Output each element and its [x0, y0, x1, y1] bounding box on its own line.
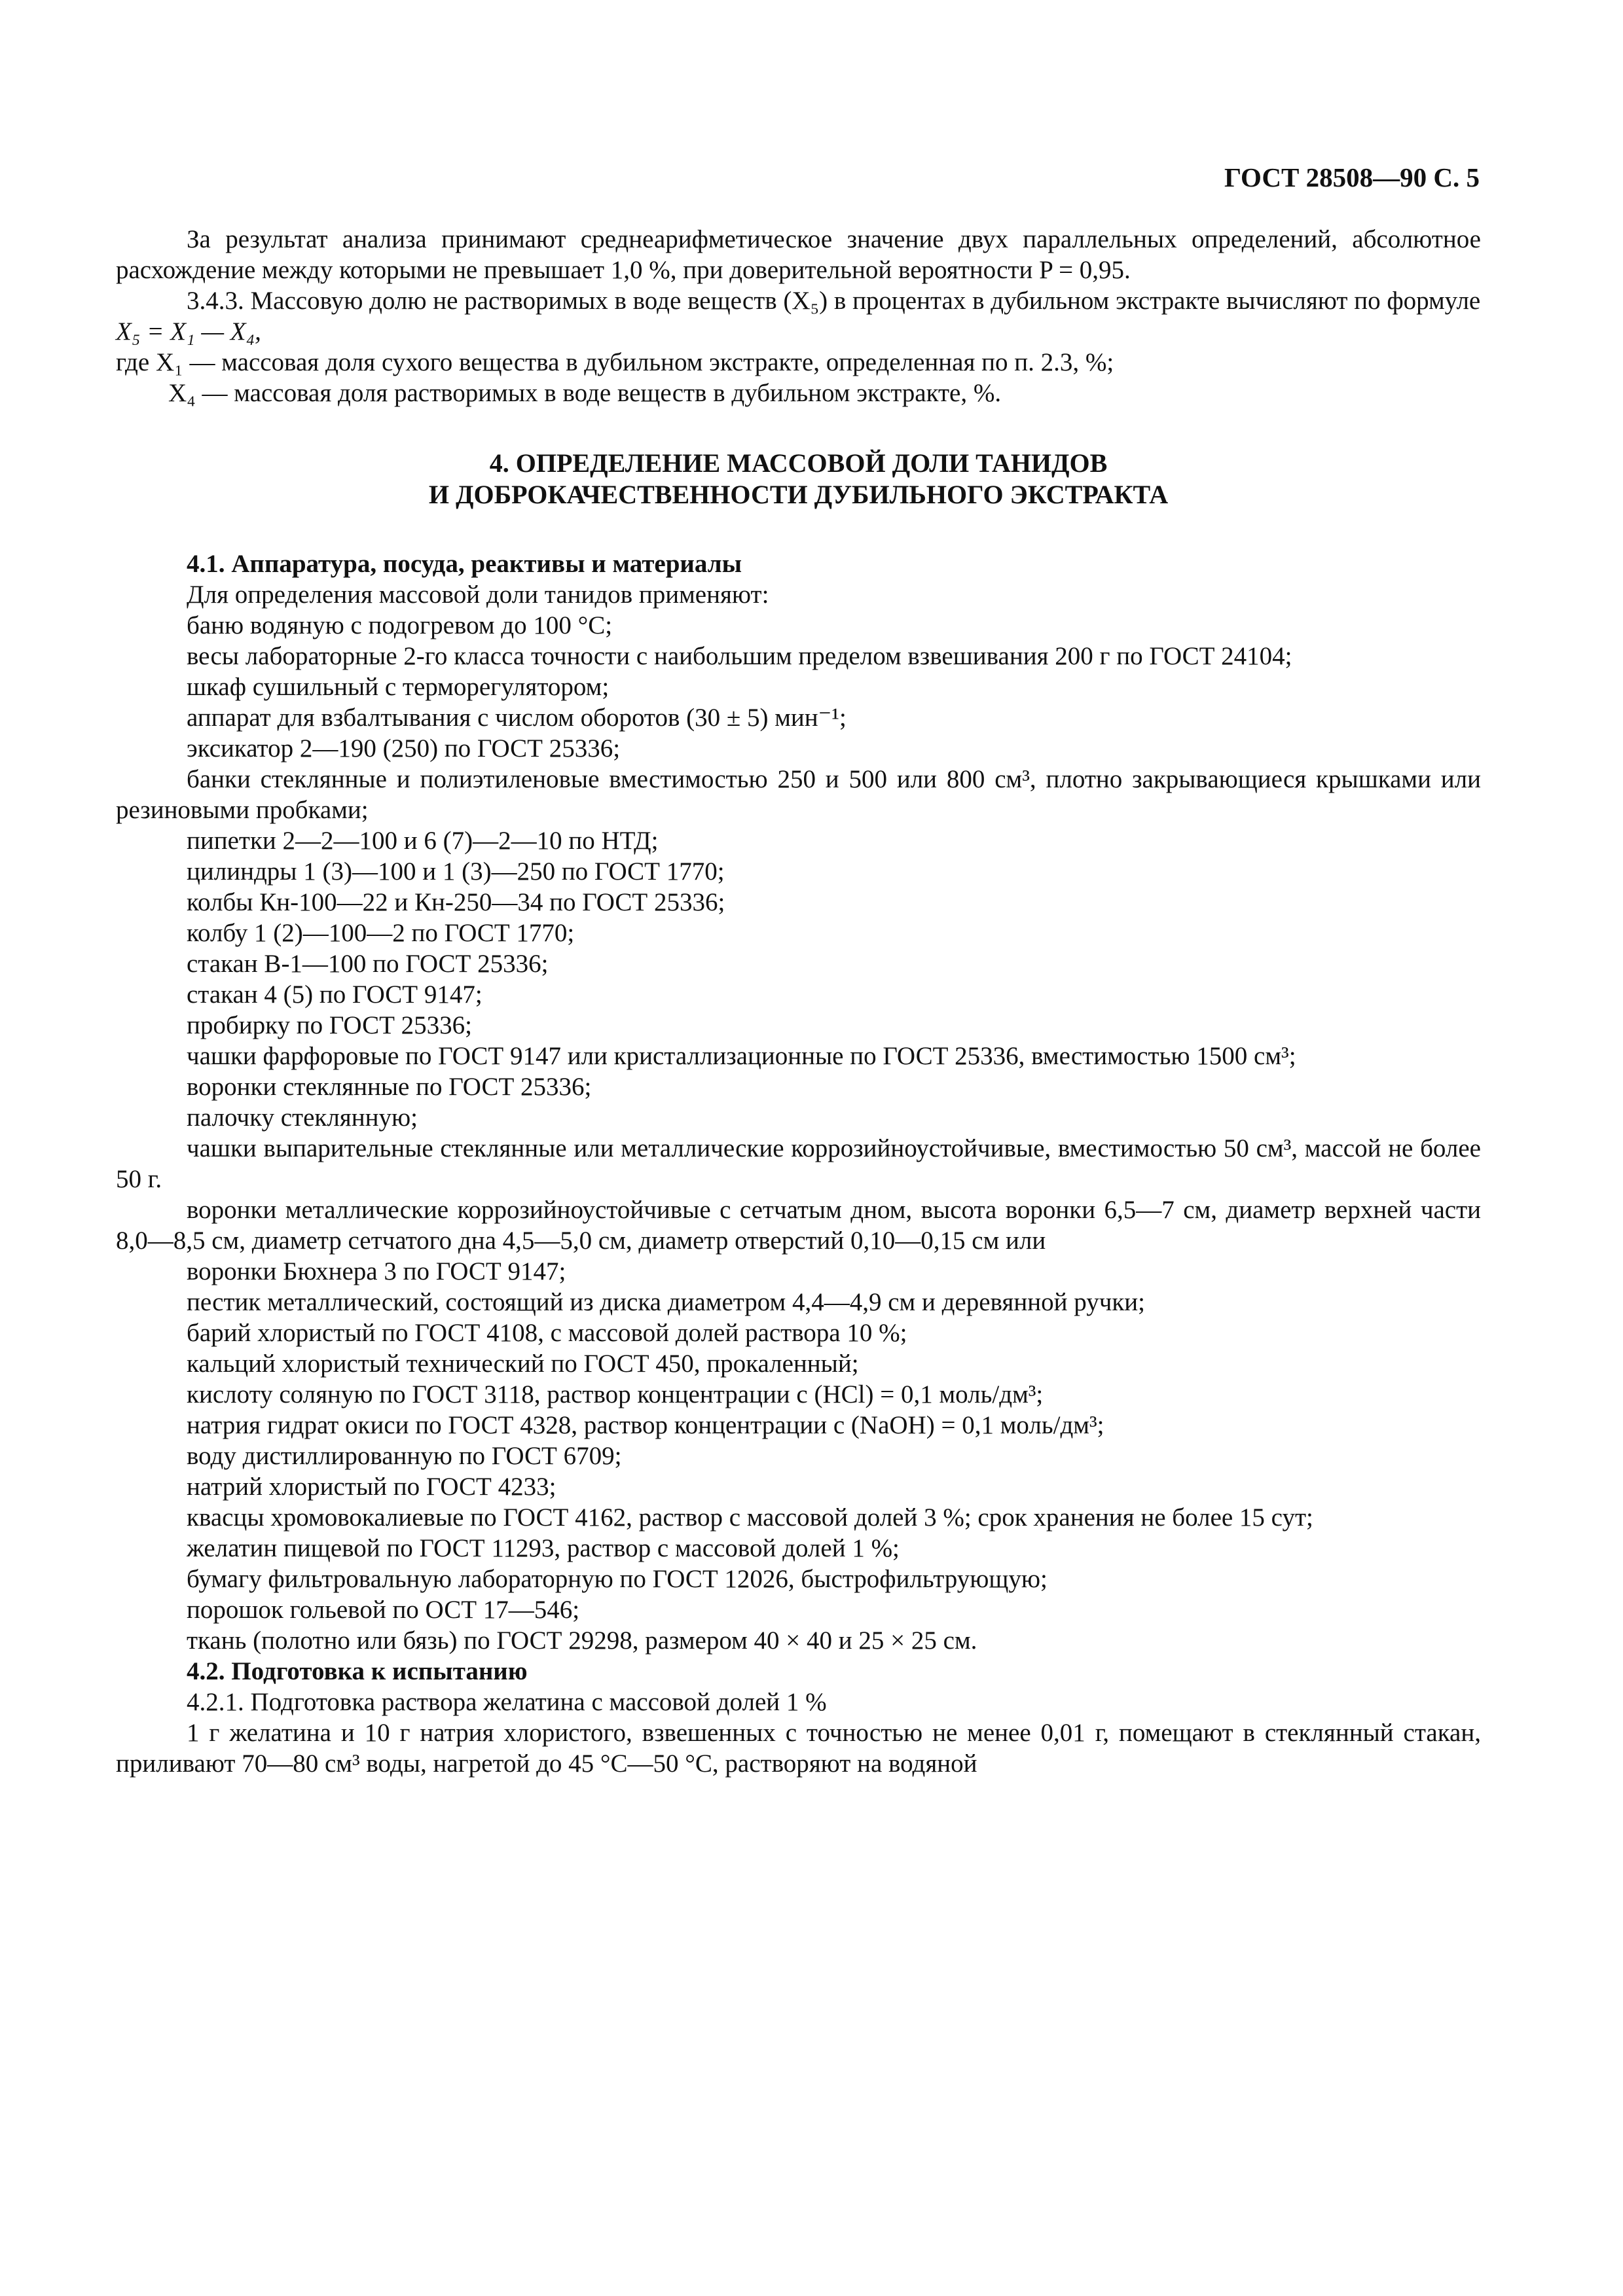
- list-item: весы лабораторные 2-го класса точности с наибольшим пределом взвешивания 200 г по ГОСТ 24104;: [187, 642, 1292, 670]
- list-item: воронки Бюхнера 3 по ГОСТ 9147;: [187, 1257, 566, 1285]
- document-body: [116, 224, 1481, 1779]
- list-item: стакан В-1—100 по ГОСТ 25336;: [187, 950, 549, 978]
- subsection-4-1-heading: 4.1. Аппаратура, посуда, реактивы и материалы: [187, 550, 742, 578]
- section-4-title-line2: И ДОБРОКАЧЕСТВЕННОСТИ ДУБИЛЬНОГО ЭКСТРАКТА: [428, 480, 1169, 509]
- paragraph-result: За результат анализа принимают среднеарифметическое значение двух параллельных определений, абсолютное расхождение между которыми не превышает 1,0 %, при доверительной вероятности P = 0,95.: [116, 225, 1481, 284]
- subsection-4-1-intro: Для определения массовой доли танидов применяют:: [187, 581, 769, 609]
- list-item: натрия гидрат окиси по ГОСТ 4328, раствор концентрации c (NaOH) = 0,1 моль/дм³;: [187, 1411, 1104, 1439]
- list-item: баню водяную с подогревом до 100 °С;: [187, 611, 613, 639]
- list-item: колбу 1 (2)—100—2 по ГОСТ 1770;: [187, 919, 575, 947]
- paragraph-gelatin-prep: 1 г желатина и 10 г натрия хлористого, взвешенных с точностью не менее 0,01 г, помещают в стеклянный стакан, приливают 70—80 см³ воды, нагретой до 45 °С—50 °С, растворяют на водяной: [116, 1719, 1481, 1778]
- list-item: воронки стеклянные по ГОСТ 25336;: [187, 1073, 592, 1101]
- list-item: чашки фарфоровые по ГОСТ 9147 или кристаллизационные по ГОСТ 25336, вместимостью 1500 см³;: [187, 1042, 1296, 1070]
- list-item: цилиндры 1 (3)—100 и 1 (3)—250 по ГОСТ 1770;: [187, 857, 725, 886]
- page-header: ГОСТ 28508—90 С. 5: [1224, 162, 1480, 192]
- list-item: палочку стеклянную;: [187, 1103, 418, 1132]
- list-item: кальций хлористый технический по ГОСТ 450, прокаленный;: [187, 1350, 859, 1378]
- list-item: чашки выпарительные стеклянные или металлические коррозийноустойчивые, вместимостью 50 см³, массой не более 50 г.: [116, 1134, 1481, 1193]
- list-item: пестик металлический, состоящий из диска диаметром 4,4—4,9 см и деревянной ручки;: [187, 1288, 1145, 1316]
- materials-list: [116, 610, 1481, 1656]
- list-item: желатин пищевой по ГОСТ 11293, раствор с массовой долей 1 %;: [187, 1534, 900, 1562]
- where-x4: X₄ — массовая доля растворимых в воде веществ в дубильном экстракте, %.: [168, 379, 1002, 407]
- section-4-title-line1: 4. ОПРЕДЕЛЕНИЕ МАССОВОЙ ДОЛИ ТАНИДОВ: [489, 448, 1108, 478]
- subsection-4-2-1-heading: 4.2.1. Подготовка раствора желатина с массовой долей 1 %: [187, 1688, 827, 1716]
- list-item: банки стеклянные и полиэтиленовые вместимостью 250 и 500 или 800 см³, плотно закрывающиеся крышками или резиновыми пробками;: [116, 765, 1481, 824]
- list-item: натрий хлористый по ГОСТ 4233;: [187, 1473, 556, 1501]
- formula-x5: X₅ = X₁ — X₄,: [116, 317, 261, 346]
- subsection-4-2-heading: 4.2. Подготовка к испытанию: [187, 1657, 528, 1685]
- list-item: бумагу фильтровальную лабораторную по ГОСТ 12026, быстрофильтрующую;: [187, 1565, 1048, 1593]
- list-item: квасцы хромовокалиевые по ГОСТ 4162, раствор с массовой долей 3 %; срок хранения не более 15 сут;: [187, 1503, 1313, 1532]
- list-item: барий хлористый по ГОСТ 4108, с массовой долей раствора 10 %;: [187, 1319, 907, 1347]
- list-item: стакан 4 (5) по ГОСТ 9147;: [187, 980, 483, 1009]
- list-item: кислоту соляную по ГОСТ 3118, раствор концентрации c (HCl) = 0,1 моль/дм³;: [187, 1380, 1044, 1408]
- list-item: шкаф сушильный с терморегулятором;: [187, 673, 610, 701]
- list-item: эксикатор 2—190 (250) по ГОСТ 25336;: [187, 734, 621, 762]
- list-item: пробирку по ГОСТ 25336;: [187, 1011, 472, 1039]
- list-item: воронки металлические коррозийноустойчивые с сетчатым дном, высота воронки 6,5—7 см, диаметр верхней части 8,0—8,5 см, диаметр сетчатого дна 4,5—5,0 см, диаметр отверстий 0,10—0,15 см или: [116, 1196, 1481, 1255]
- list-item: пипетки 2—2—100 и 6 (7)—2—10 по НТД;: [187, 827, 659, 855]
- section-4-title: [116, 448, 1481, 511]
- list-item: аппарат для взбалтывания с числом оборотов (30 ± 5) мин⁻¹;: [187, 704, 847, 732]
- paragraph-3-4-3: 3.4.3. Массовую долю не растворимых в воде веществ (X₅) в процентах в дубильном экстракте вычисляют по формуле: [187, 287, 1481, 315]
- list-item: колбы Кн-100—22 и Кн-250—34 по ГОСТ 25336;: [187, 888, 725, 916]
- where-x1: где X₁ — массовая доля сухого вещества в дубильном экстракте, определенная по п. 2.3, %;: [116, 348, 1114, 376]
- list-item: порошок гольевой по ОСТ 17—546;: [187, 1596, 580, 1624]
- list-item: ткань (полотно или бязь) по ГОСТ 29298, размером 40 × 40 и 25 × 25 см.: [187, 1626, 977, 1655]
- list-item: воду дистиллированную по ГОСТ 6709;: [187, 1442, 622, 1470]
